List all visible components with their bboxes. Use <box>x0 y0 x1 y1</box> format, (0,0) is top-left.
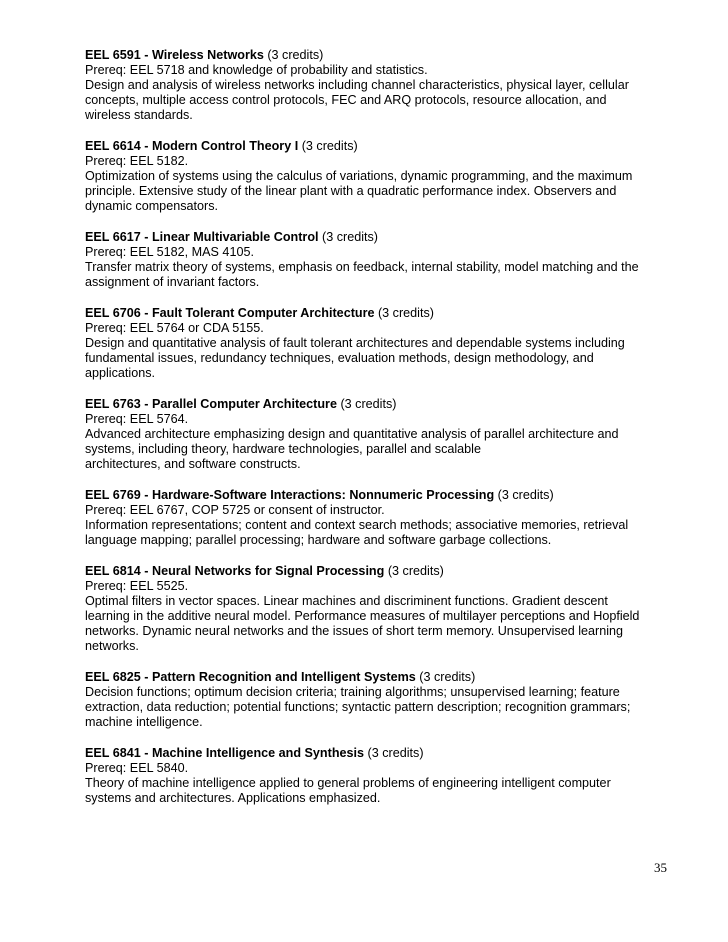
course-entry <box>85 564 675 655</box>
course-description-line: principle. Extensive study of the linear plant with a quadratic performance index. Observers and <box>85 184 617 199</box>
course-entry <box>85 139 675 214</box>
course-credits: (3 credits) <box>494 487 554 502</box>
course-prereq: Prereq: EEL 5525. <box>85 578 189 593</box>
course-title: EEL 6591 - Wireless Networks <box>85 48 264 62</box>
course-heading <box>85 48 675 63</box>
course-description-line: networks. Dynamic neural networks and the issues of short term memory. Unsupervised learning <box>85 624 624 638</box>
course-title: EEL 6706 - Fault Tolerant Computer Architecture <box>85 305 375 320</box>
course-prereq: Prereq: EEL 5764. <box>85 411 189 426</box>
course-description-line: Design and analysis of wireless networks including channel characteristics, physical layer, cellular <box>85 78 629 93</box>
course-entry <box>85 48 675 123</box>
course-description-line: architectures, and software constructs. <box>85 457 301 472</box>
course-title: EEL 6614 - Modern Control Theory I <box>85 138 299 153</box>
course-description-line: extraction, data reduction; potential functions; syntactic pattern description; recognition grammars; <box>85 699 631 714</box>
course-listing <box>85 48 675 821</box>
course-title: EEL 6763 - Parallel Computer Architecture <box>85 396 337 411</box>
course-title: EEL 6841 - Machine Intelligence and Synthesis <box>85 745 365 760</box>
course-title: EEL 6825 - Pattern Recognition and Intelligent Systems <box>85 669 416 684</box>
course-credits: (3 credits) <box>318 229 378 244</box>
course-description-line: Decision functions; optimum decision criteria; training algorithms; unsupervised learning; feature <box>85 684 620 699</box>
course-title: EEL 6814 - Neural Networks for Signal Processing <box>85 563 385 578</box>
course-description-line: Theory of machine intelligence applied to general problems of engineering intelligent computer <box>85 775 611 790</box>
course-entry <box>85 230 675 290</box>
course-prereq: Prereq: EEL 5182. <box>85 154 189 169</box>
course-heading <box>85 306 675 321</box>
course-entry <box>85 670 675 730</box>
course-description-line: systems and architectures. Applications emphasized. <box>85 790 381 805</box>
course-prereq: Prereq: EEL 5840. <box>85 760 189 775</box>
course-prereq: Prereq: EEL 5764 or CDA 5155. <box>85 320 264 335</box>
course-credits: (3 credits) <box>384 563 444 578</box>
course-description-line: concepts, multiple access control protocols, FEC and ARQ protocols, resource allocation, and <box>85 93 607 108</box>
course-credits: (3 credits) <box>298 138 358 153</box>
course-heading <box>85 488 675 503</box>
course-entry <box>85 746 675 806</box>
course-description-line: Optimization of systems using the calculus of variations, dynamic programming, and the maximum <box>85 169 633 184</box>
course-description-line: wireless standards. <box>85 108 193 123</box>
course-description-line: Optimal filters in vector spaces. Linear machines and discriminent functions. Gradient descent <box>85 593 608 608</box>
course-heading <box>85 397 675 412</box>
course-title: EEL 6617 - Linear Multivariable Control <box>85 229 319 244</box>
course-prereq: Prereq: EEL 6767, COP 5725 or consent of instructor. <box>85 502 385 517</box>
course-description-line: Advanced architecture emphasizing design and quantitative analysis of parallel architecture and <box>85 426 619 441</box>
course-entry <box>85 306 675 381</box>
course-credits: (3 credits) <box>263 48 324 62</box>
course-prereq: Prereq: EEL 5182, MAS 4105. <box>85 245 254 260</box>
course-description-line: Transfer matrix theory of systems, emphasis on feedback, internal stability, model matching and the <box>85 260 639 275</box>
course-entry <box>85 488 675 548</box>
course-description-line: language mapping; parallel processing; hardware and software garbage collections. <box>85 533 552 548</box>
course-heading <box>85 230 675 245</box>
course-description-line: Information representations; content and context search methods; associative memories, retrieval <box>85 517 629 532</box>
course-heading <box>85 746 675 761</box>
course-credits: (3 credits) <box>364 745 424 760</box>
course-description-line: Design and quantitative analysis of fault tolerant architectures and dependable systems including <box>85 336 625 350</box>
course-credits: (3 credits) <box>336 396 397 411</box>
course-description-line: machine intelligence. <box>85 714 203 729</box>
course-description-line: fundamental issues, redundancy techniques, evaluation methods, design methodology, and <box>85 351 594 366</box>
page-number: 35 <box>654 860 667 875</box>
course-description-line: learning in the additive neural model. Performance measures of multilayer perceptions and Hopfield <box>85 608 640 623</box>
course-heading <box>85 139 675 154</box>
course-heading <box>85 670 675 685</box>
course-description-line: networks. <box>85 639 139 654</box>
course-description-line: systems, including theory, hardware technologies, parallel and scalable <box>85 442 481 457</box>
course-prereq: Prereq: EEL 5718 and knowledge of probability and statistics. <box>85 63 428 78</box>
course-description-line: dynamic compensators. <box>85 199 218 214</box>
course-credits: (3 credits) <box>374 305 434 320</box>
course-title: EEL 6769 - Hardware-Software Interactions: Nonnumeric Processing <box>85 487 495 502</box>
course-description-line: applications. <box>85 366 156 381</box>
course-description-line: assignment of invariant factors. <box>85 275 260 290</box>
course-entry <box>85 397 675 472</box>
course-heading <box>85 564 675 579</box>
course-credits: (3 credits) <box>415 669 476 684</box>
